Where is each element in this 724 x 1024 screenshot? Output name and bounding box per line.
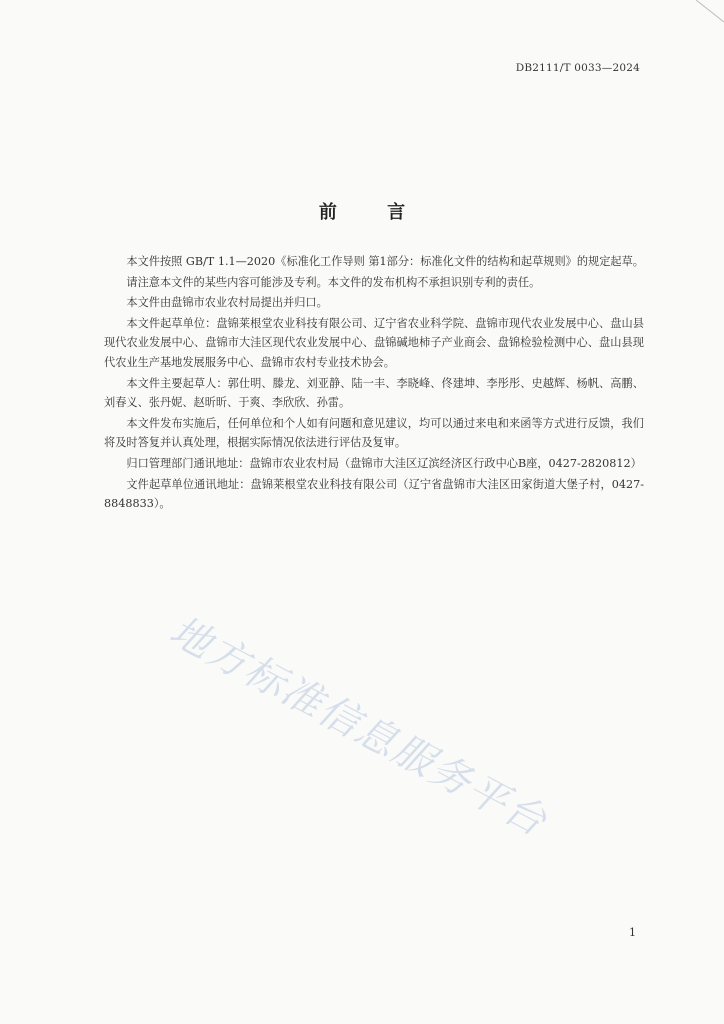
document-code: DB2111/T 0033—2024	[515, 62, 640, 74]
paragraph-drafter-address: 文件起草单位通讯地址：盘锦莱根堂农业科技有限公司（辽宁省盘锦市大洼区田家街道大堡子村，0427-8848833）。	[104, 477, 644, 511]
foreword-body	[104, 252, 644, 515]
paragraph-proposer: 本文件由盘锦市农业农村局提出并归口。	[126, 296, 328, 310]
paragraph-feedback: 本文件发布实施后，任何单位和个人如有问题和意见建议，均可以通过来电和来函等方式进行反馈，我们将及时答复并认真处理，根据实际情况依法进行评估及复审。	[104, 416, 644, 450]
page-title: 前 言	[318, 202, 428, 223]
paragraph-drafting-rules: 本文件按照 GB/T 1.1—2020《标准化工作导则 第1部分：标准化文件的结构和起草规则》的规定起草。	[126, 255, 644, 268]
paragraph-patent-notice: 请注意本文件的某些内容可能涉及专利。本文件的发布机构不承担识别专利的责任。	[126, 275, 541, 289]
watermark: 地方标准信息服务平台	[162, 607, 555, 846]
paragraph-drafting-units: 本文件起草单位：盘锦莱根堂农业科技有限公司、辽宁省农业科学院、盘锦市现代农业发展中心、盘山县现代农业发展中心、盘锦市大洼区现代农业发展中心、盘锦碱地柿子产业商会、盘锦检验检测中心、盘山县现代农业生产基地发展服务中心、盘锦市农村专业技术协会。	[104, 316, 644, 369]
paragraph-admin-address: 归口管理部门通讯地址：盘锦市农业农村局（盘锦市大洼区辽滨经济区行政中心B座，0427-2820812）	[126, 456, 642, 470]
scan-edge-mark	[684, 0, 724, 40]
page-number: 1	[629, 926, 636, 939]
paragraph-drafters: 本文件主要起草人：郭仕明、滕龙、刘亚静、陆一丰、李晓峰、佟建坤、李彤彤、史越辉、杨帆、高鹏、刘春义、张丹妮、赵昕昕、于爽、李欣欣、孙雷。	[104, 376, 644, 410]
